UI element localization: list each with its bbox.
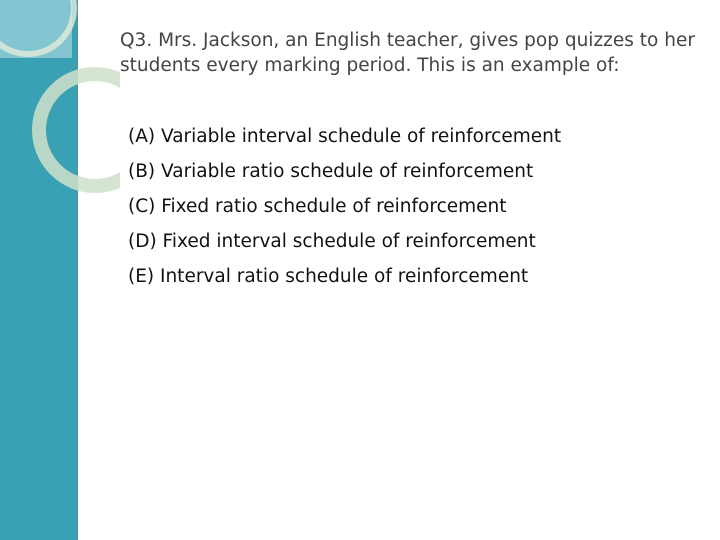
- option-c: (C) Fixed ratio schedule of reinforcement: [128, 196, 507, 217]
- option-d: (D) Fixed interval schedule of reinforcement: [128, 231, 536, 252]
- question-title: Q3. Mrs. Jackson, an English teacher, gives pop quizzes to her students every marking period. This is an example of:: [120, 30, 695, 76]
- option-a: (A) Variable interval schedule of reinforcement: [128, 126, 562, 147]
- answer-options: [128, 119, 698, 294]
- deco-ring-lower: [39, 74, 120, 186]
- decorative-shapes: [0, 0, 120, 200]
- option-b: (B) Variable ratio schedule of reinforcement: [128, 161, 534, 182]
- option-e: (E) Interval ratio schedule of reinforcement: [128, 266, 529, 287]
